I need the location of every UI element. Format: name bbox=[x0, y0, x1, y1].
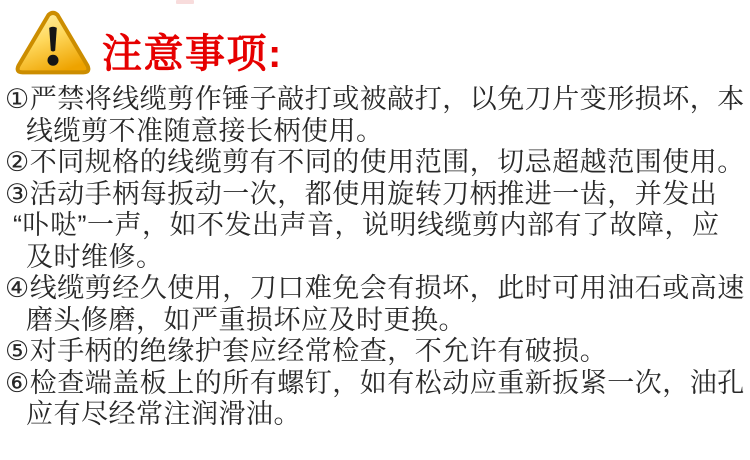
notice-line: ①严禁将线缆剪作锤子敲打或被敲打，以免刀片变形损坏，本 bbox=[5, 84, 745, 114]
precautions-text bbox=[5, 84, 747, 431]
warning-triangle-icon bbox=[12, 8, 94, 76]
notice-line: ⑤对手柄的绝缘护套应经常检查，不允许有破损。 bbox=[5, 336, 608, 366]
notice-line: 应有尽经常注润滑油。 bbox=[26, 399, 301, 429]
section-title: 注意事项: bbox=[102, 32, 283, 76]
notice-line: 磨头修磨，如严重损坏应及时更换。 bbox=[26, 304, 466, 335]
notice-line: “卟哒”一声，如不发出声音，说明线缆剪内部有了故障，应 bbox=[13, 210, 720, 240]
notice-line: ⑥检查端盖板上的所有螺钉，如有松动应重新扳紧一次，油孔 bbox=[5, 367, 745, 398]
notice-line: ②不同规格的线缆剪有不同的使用范围，切忌超越范围使用。 bbox=[5, 147, 745, 177]
notice-line: 及时维修。 bbox=[26, 241, 164, 272]
notice-line: ③活动手柄每扳动一次，都使用旋转刀柄推进一齿，并发出 bbox=[5, 178, 718, 209]
cropped-red-fragment bbox=[176, 0, 194, 4]
notice-line: ④线缆剪经久使用，刀口难免会有损坏，此时可用油石或高速 bbox=[5, 273, 745, 303]
notice-line: 线缆剪不准随意接长柄使用。 bbox=[26, 115, 384, 146]
